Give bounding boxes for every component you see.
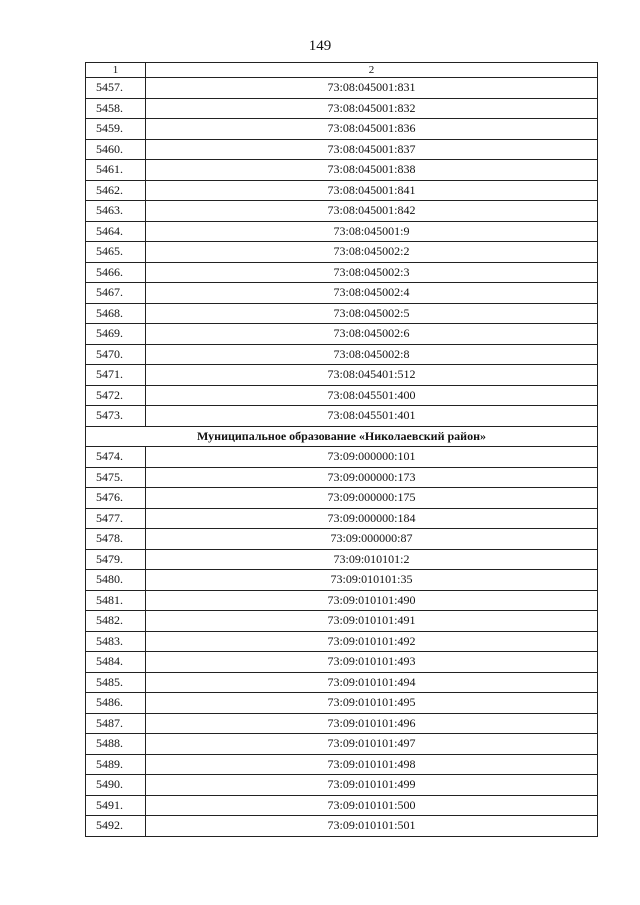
table-row <box>86 570 598 591</box>
cadastral-number: 73:09:000000:173 <box>146 467 598 488</box>
cadastral-number: 73:09:010101:490 <box>146 590 598 611</box>
row-number: 5459. <box>86 119 146 140</box>
table-row <box>86 201 598 222</box>
row-number: 5470. <box>86 344 146 365</box>
table-row <box>86 78 598 99</box>
table-row <box>86 303 598 324</box>
row-number: 5484. <box>86 652 146 673</box>
cadastral-number: 73:09:010101:2 <box>146 549 598 570</box>
table-row <box>86 262 598 283</box>
table-row <box>86 816 598 837</box>
row-number: 5474. <box>86 447 146 468</box>
row-number: 5460. <box>86 139 146 160</box>
row-number: 5482. <box>86 611 146 632</box>
table-row <box>86 324 598 345</box>
cadastral-number: 73:09:010101:491 <box>146 611 598 632</box>
row-number: 5491. <box>86 795 146 816</box>
table-row <box>86 795 598 816</box>
cadastral-number: 73:08:045501:401 <box>146 406 598 427</box>
cadastral-number: 73:08:045002:3 <box>146 262 598 283</box>
section-row <box>86 426 598 447</box>
cadastral-number: 73:08:045001:9 <box>146 221 598 242</box>
cadastral-number: 73:09:000000:184 <box>146 508 598 529</box>
table-body <box>86 63 598 837</box>
table-row <box>86 447 598 468</box>
column-header-code: 2 <box>146 63 598 78</box>
table-row <box>86 549 598 570</box>
cadastral-number: 73:09:010101:499 <box>146 775 598 796</box>
table-row <box>86 406 598 427</box>
row-number: 5466. <box>86 262 146 283</box>
cadastral-number: 73:09:010101:498 <box>146 754 598 775</box>
cadastral-number: 73:09:010101:500 <box>146 795 598 816</box>
row-number: 5469. <box>86 324 146 345</box>
table-row <box>86 385 598 406</box>
table-row <box>86 98 598 119</box>
table-row <box>86 242 598 263</box>
cadastral-number: 73:08:045401:512 <box>146 365 598 386</box>
table-row <box>86 221 598 242</box>
row-number: 5457. <box>86 78 146 99</box>
row-number: 5489. <box>86 754 146 775</box>
cadastral-number: 73:08:045001:841 <box>146 180 598 201</box>
row-number: 5467. <box>86 283 146 304</box>
row-number: 5476. <box>86 488 146 509</box>
table-row <box>86 344 598 365</box>
row-number: 5461. <box>86 160 146 181</box>
table-header-row <box>86 63 598 78</box>
cadastral-number: 73:09:010101:493 <box>146 652 598 673</box>
cadastral-number: 73:09:010101:501 <box>146 816 598 837</box>
row-number: 5478. <box>86 529 146 550</box>
row-number: 5477. <box>86 508 146 529</box>
table-row <box>86 467 598 488</box>
row-number: 5468. <box>86 303 146 324</box>
table-row <box>86 754 598 775</box>
cadastral-number: 73:09:010101:495 <box>146 693 598 714</box>
cadastral-number: 73:09:000000:101 <box>146 447 598 468</box>
column-header-number: 1 <box>86 63 146 78</box>
cadastral-number: 73:09:010101:497 <box>146 734 598 755</box>
cadastral-number: 73:08:045001:838 <box>146 160 598 181</box>
row-number: 5465. <box>86 242 146 263</box>
row-number: 5488. <box>86 734 146 755</box>
cadastral-number: 73:08:045501:400 <box>146 385 598 406</box>
table-row <box>86 652 598 673</box>
cadastral-number: 73:08:045001:832 <box>146 98 598 119</box>
row-number: 5473. <box>86 406 146 427</box>
cadastral-table <box>85 62 598 837</box>
row-number: 5462. <box>86 180 146 201</box>
cadastral-number: 73:09:010101:492 <box>146 631 598 652</box>
cadastral-number: 73:08:045002:8 <box>146 344 598 365</box>
row-number: 5486. <box>86 693 146 714</box>
row-number: 5490. <box>86 775 146 796</box>
row-number: 5483. <box>86 631 146 652</box>
cadastral-number: 73:09:010101:35 <box>146 570 598 591</box>
row-number: 5458. <box>86 98 146 119</box>
table-row <box>86 488 598 509</box>
row-number: 5480. <box>86 570 146 591</box>
row-number: 5479. <box>86 549 146 570</box>
row-number: 5487. <box>86 713 146 734</box>
row-number: 5485. <box>86 672 146 693</box>
row-number: 5475. <box>86 467 146 488</box>
row-number: 5481. <box>86 590 146 611</box>
cadastral-number: 73:08:045001:837 <box>146 139 598 160</box>
cadastral-number: 73:08:045001:831 <box>146 78 598 99</box>
table-row <box>86 365 598 386</box>
table-row <box>86 611 598 632</box>
table-row <box>86 590 598 611</box>
cadastral-number: 73:08:045002:2 <box>146 242 598 263</box>
cadastral-number: 73:09:010101:494 <box>146 672 598 693</box>
cadastral-number: 73:09:000000:87 <box>146 529 598 550</box>
table-row <box>86 139 598 160</box>
table-row <box>86 529 598 550</box>
table-row <box>86 160 598 181</box>
cadastral-number: 73:09:010101:496 <box>146 713 598 734</box>
table-row <box>86 631 598 652</box>
cadastral-number: 73:09:000000:175 <box>146 488 598 509</box>
row-number: 5471. <box>86 365 146 386</box>
page-number: 149 <box>308 38 332 54</box>
cadastral-number: 73:08:045002:6 <box>146 324 598 345</box>
table-row <box>86 775 598 796</box>
table-row <box>86 283 598 304</box>
cadastral-number: 73:08:045001:842 <box>146 201 598 222</box>
table-row <box>86 713 598 734</box>
section-title: Муниципальное образование «Николаевский район» <box>86 426 598 447</box>
cadastral-number: 73:08:045002:4 <box>146 283 598 304</box>
table-row <box>86 672 598 693</box>
table-row <box>86 693 598 714</box>
cadastral-number: 73:08:045002:5 <box>146 303 598 324</box>
table-row <box>86 734 598 755</box>
row-number: 5463. <box>86 201 146 222</box>
table-row <box>86 508 598 529</box>
table-row <box>86 180 598 201</box>
row-number: 5492. <box>86 816 146 837</box>
cadastral-number: 73:08:045001:836 <box>146 119 598 140</box>
row-number: 5464. <box>86 221 146 242</box>
table-row <box>86 119 598 140</box>
row-number: 5472. <box>86 385 146 406</box>
